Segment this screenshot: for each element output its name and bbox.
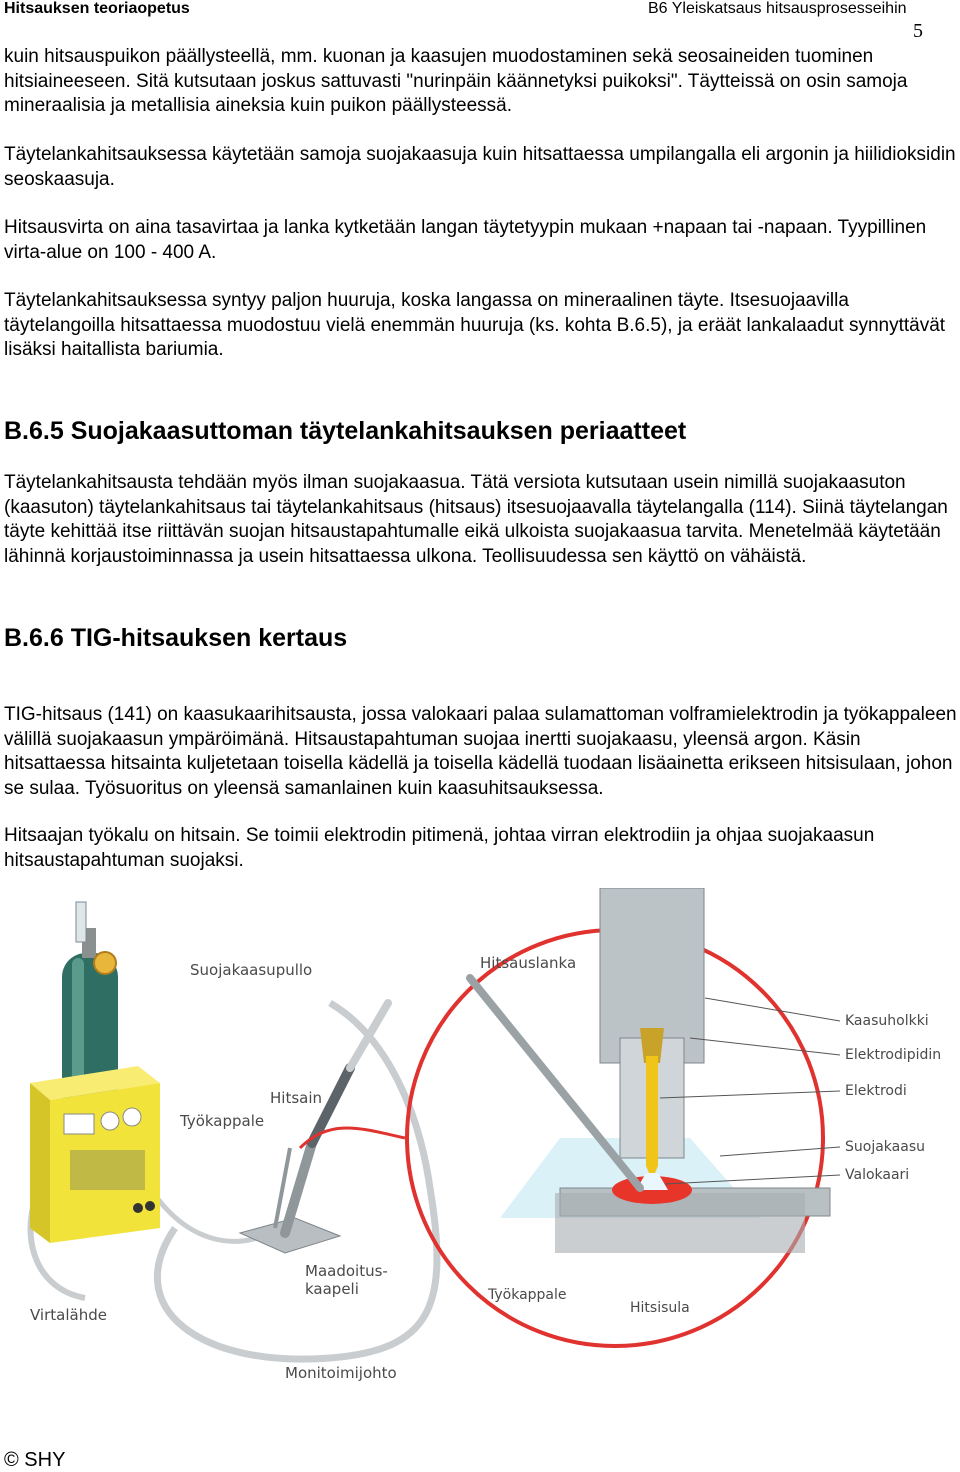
power-source-illustration [30,1066,160,1243]
label-elektrodi: Elektrodi [845,1083,907,1099]
tig-welding-figure [0,888,960,1418]
paragraph-3: Hitsausvirta on aina tasavirtaa ja lanka kytketään langan täytetyypin mukaan +napaan tai -napaan. Tyypillinen virta-alue on 100 - 400 A. [4,217,927,263]
page-number: 5 [913,20,923,42]
regulator-gauge-icon [94,952,116,974]
paragraph-1: kuin hitsauspuikon päällysteellä, mm. kuonan ja kaasujen muodostaminen sekä seosaineiden tuominen hitsiaineeseen. Sitä kutsutaan joskus sattuvasti "nurinpäin käännetyksi puikoksi". Täytteissä on osin samoja mineraalisia ja metallisia aineksia kuin puikon päällysteessä. [4,46,908,116]
label-hitsauslanka: Hitsauslanka [480,954,577,972]
label-maadoituskaapeli-1: Maadoitus- [305,1262,388,1280]
paragraph-5: Täytelankahitsausta tehdään myös ilman suojakaasua. Tätä versiota kutsutaan usein nimillä suojakaasuton (kaasuton) täytelankahitsaus tai täytelankahitsaus (hitsaus) itsesuojaavalla täytelangalla (114). Siinä täytelangan täyte kehittää itse riittävän suojan hitsaustapahtumalle eikä ulkoista suojakaasua tarvita. Menetelmää käytetään lähinnä korjaustoiminnassa ja usein hitsattaessa ulkona. Teollisuudessa sen käyttö on vähäistä. [4,472,948,567]
label-suojakaasupullo: Suojakaasupullo [190,961,313,979]
label-maadoituskaapeli-2: kaapeli [305,1280,359,1298]
label-monitoimijohto: Monitoimijohto [285,1364,397,1382]
label-hitsain: Hitsain [270,1089,323,1107]
label-hitsisula: Hitsisula [630,1300,690,1316]
label-elektrodipidin: Elektrodipidin [845,1047,942,1063]
section-heading-b66: B.6.6 TIG-hitsauksen kertaus [4,624,348,652]
label-tyokappale-right: Työkappale [488,1287,567,1303]
footer-copyright: © SHY [4,1449,66,1471]
label-valokaari: Valokaari [845,1167,910,1183]
label-suojakaasu: Suojakaasu [845,1139,925,1155]
label-virtalahde: Virtalähde [30,1306,107,1324]
tungsten-electrode [646,1056,658,1166]
paragraph-7: Hitsaajan työkalu on hitsain. Se toimii elektrodin pitimenä, johtaa virran elektrodiin ja ohjaa suojakaasun hitsaustapahtuman suojaksi. [4,825,875,871]
paragraph-2: Täytelankahitsauksessa käytetään samoja suojakaasuja kuin hitsattaessa umpilangalla eli argonin ja hiilidioksidin seoskaasuja. [4,144,956,190]
paragraph-6: TIG-hitsaus (141) on kaasukaarihitsausta, jossa valokaari palaa sulamattoman volframielektrodin ja työkappaleen välillä suojakaasun ympäröimänä. Hitsaustapahtuman suojaa inertti suojakaasu, yleensä argon. Käsin hitsattaessa hitsainta kuljetetaan toisella kädellä ja toisella kädellä tuodaan lisäainetta erikseen hitsisulaan, johon se sulaa. Työsuoritus on yleensä samanlainen kuin kaasuhitsauksessa. [4,704,957,799]
section-heading-b65: B.6.5 Suojakaasuttoman täytelankahitsauksen periaatteet [4,417,687,445]
label-kaasuholkki: Kaasuholkki [845,1013,929,1029]
header-chapter: B6 Yleiskatsaus hitsausprosesseihin [648,0,907,17]
label-tyokappale-left: Työkappale [180,1112,265,1130]
header-title: Hitsauksen teoriaopetus [4,0,190,17]
left-torch-illustration [275,1003,388,1233]
paragraph-4: Täytelankahitsauksessa syntyy paljon huuruja, koska langassa on mineraalinen täyte. Itsesuojaavilla täytelangoilla hitsattaessa muodostuu vielä enemmän huuruja (ks. kohta B.6.5), ja eräät lankalaadut synnyttävät lisäksi haitallista bariumia. [4,290,946,360]
